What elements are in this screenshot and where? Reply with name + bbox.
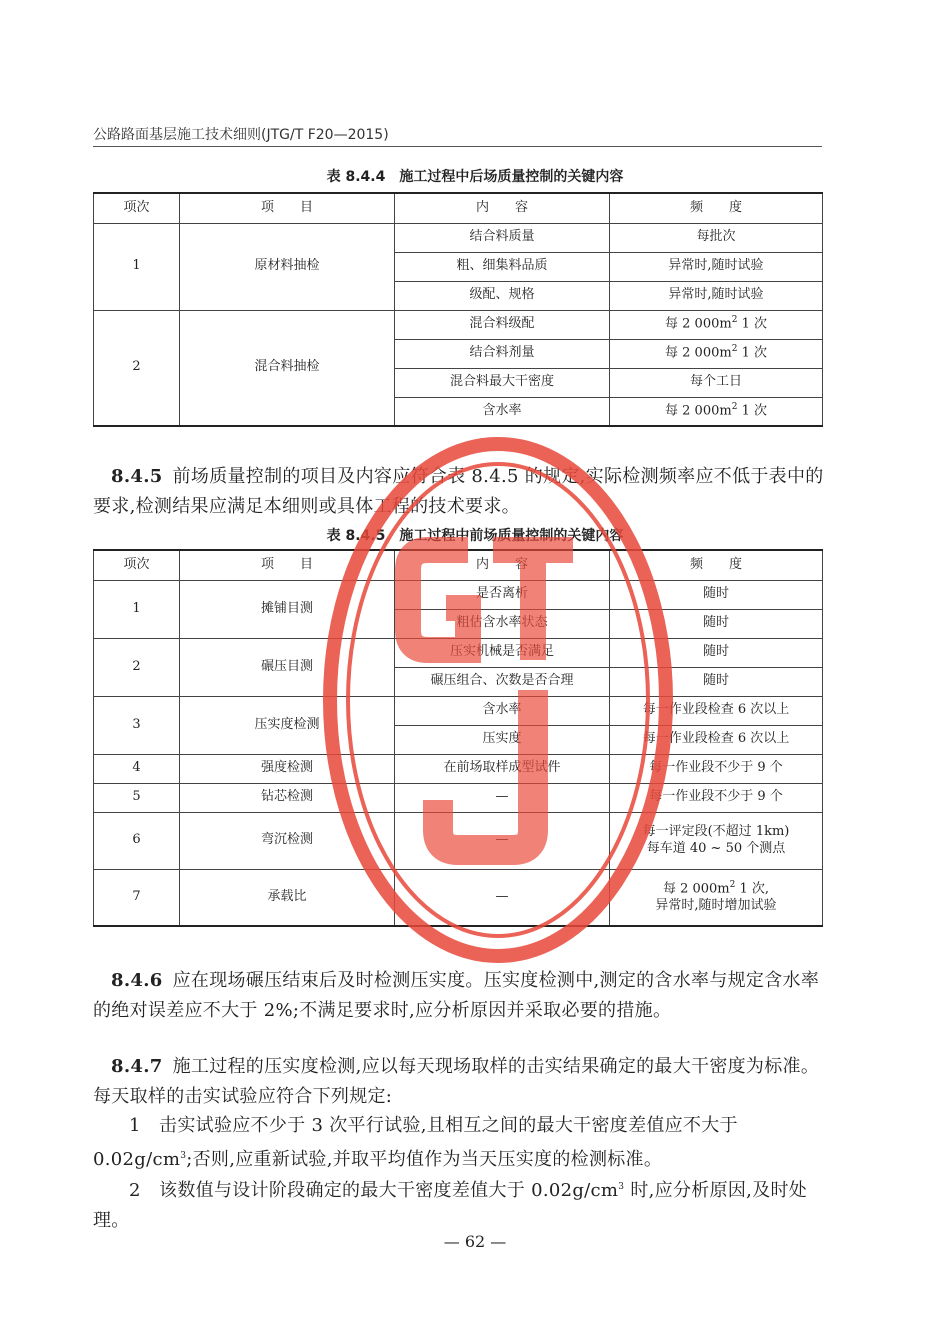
table2-content-cell: —: [395, 812, 610, 869]
table2-content-cell: 粗估含水率状态: [395, 609, 610, 638]
freq-text: 每 2 000m: [665, 345, 732, 361]
table1-freq-cell: 每个工日: [610, 368, 823, 397]
table1-freq-cell: 异常时,随时试验: [610, 252, 823, 281]
freq-text: 1 次: [737, 345, 767, 361]
table1-freq-cell: [610, 339, 823, 368]
table2-header-freq: 频 度: [610, 550, 823, 580]
table2-content-cell: 压实机械是否满足: [395, 638, 610, 667]
table1-freq-cell: 异常时,随时试验: [610, 281, 823, 310]
table2-freq-cell: 随时: [610, 609, 823, 638]
table2-no-cell: 6: [94, 812, 180, 869]
table1-header-no: 项次: [94, 193, 180, 223]
table1-item-cell: 原材料抽检: [180, 223, 395, 310]
table-row: [94, 869, 823, 926]
table2-freq-cell: 随时: [610, 667, 823, 696]
table-row: [94, 310, 823, 339]
section-number: 8.4.5: [111, 466, 163, 487]
freq-text: 1 次,: [735, 881, 770, 897]
table2-item-cell: 钻芯检测: [180, 783, 395, 812]
section-text: 应在现场碾压结束后及时检测压实度。压实度检测中,测定的含水率与规定含水率的绝对误差应不大于 2%;不满足要求时,应分析原因并采取必要的措施。: [93, 970, 820, 1021]
table1-item-cell: 混合料抽检: [180, 310, 395, 426]
section-847-item-2: [93, 1172, 824, 1236]
table2-no-cell: 5: [94, 783, 180, 812]
table1-caption: 表 8.4.4 施工过程中后场质量控制的关键内容: [326, 169, 624, 185]
table2-no-cell: 2: [94, 638, 180, 696]
table2-item-cell: 摊铺目测: [180, 580, 395, 638]
table1-no-cell: 2: [94, 310, 180, 426]
section-847-item-1: [93, 1111, 824, 1175]
table2-freq-cell: 随时: [610, 580, 823, 609]
freq-line: 异常时,随时增加试验: [655, 897, 777, 913]
freq-sup: 2: [731, 402, 738, 413]
freq-text: 每 2 000m: [665, 403, 732, 419]
table2-item-cell: 碾压目测: [180, 638, 395, 696]
table2-header-item: 项 目: [180, 550, 395, 580]
item-text: 2 该数值与设计阶段确定的最大干密度差值大于 0.02g/cm: [129, 1180, 619, 1201]
table-row: [94, 812, 823, 869]
table2-content-cell: 压实度: [395, 725, 610, 754]
table2-no-cell: 7: [94, 869, 180, 926]
item-text: 1 击实试验应不少于 3 次平行试验,且相互之间的最大干密度差值应不大于 0.02g/cm: [93, 1115, 738, 1170]
section-846: [93, 966, 824, 1026]
table1-content-cell: 粗、细集料品质: [395, 252, 610, 281]
section-text: 前场质量控制的项目及内容应符合表 8.4.5 的规定,实际检测频率应不低于表中的要求,检测结果应满足本细则或具体工程的技术要求。: [93, 466, 824, 517]
table1-freq-cell: [610, 397, 823, 426]
table1-content-cell: 混合料最大干密度: [395, 368, 610, 397]
table1-content-cell: 结合料质量: [395, 223, 610, 252]
freq-line: 每车道 40 ~ 50 个测点: [646, 840, 786, 856]
table2-item-cell: 承载比: [180, 869, 395, 926]
table2-no-cell: 4: [94, 754, 180, 783]
table2-freq-cell: 每一作业段检查 6 次以上: [610, 696, 823, 725]
item-text: ;否则,应重新试验,并取平均值作为当天压实度的检测标准。: [186, 1149, 663, 1170]
freq-text: 1 次: [737, 316, 767, 332]
table2-freq-cell: [610, 812, 823, 869]
table1-content-cell: 含水率: [395, 397, 610, 426]
table1-content-cell: 结合料剂量: [395, 339, 610, 368]
freq-line: 每一评定段(不超过 1km): [642, 823, 790, 839]
section-number: 8.4.7: [111, 1056, 163, 1077]
table2-header-content: 内 容: [395, 550, 610, 580]
table2-content-cell: 在前场取样成型试件: [395, 754, 610, 783]
table2-freq-cell: [610, 869, 823, 926]
freq-sup: 2: [729, 879, 736, 890]
table-row: [94, 580, 823, 609]
page-number: — 62 —: [443, 1232, 507, 1251]
table1-freq-cell: [610, 310, 823, 339]
table2-content-cell: 含水率: [395, 696, 610, 725]
table1-content-cell: 混合料级配: [395, 310, 610, 339]
table-row: [94, 754, 823, 783]
running-title: 公路路面基层施工技术细则(JTG/T F20—2015): [93, 127, 389, 143]
table2-item-cell: 强度检测: [180, 754, 395, 783]
freq-sup: 2: [731, 315, 738, 326]
table2-content-cell: 是否离析: [395, 580, 610, 609]
table2: [93, 549, 823, 927]
freq-text: 1 次: [737, 403, 767, 419]
table2-freq-cell: 每一作业段不少于 9 个: [610, 783, 823, 812]
section-number: 8.4.6: [111, 970, 163, 991]
item-sup: 3: [180, 1151, 187, 1161]
table1-content-cell: 级配、规格: [395, 281, 610, 310]
header-rule: [93, 146, 822, 147]
table2-header-no: 项次: [94, 550, 180, 580]
table2-content-cell: —: [395, 783, 610, 812]
table-row: [94, 223, 823, 252]
table-row: [94, 638, 823, 667]
section-845: [93, 462, 824, 522]
table2-content-cell: —: [395, 869, 610, 926]
section-text: 施工过程的压实度检测,应以每天现场取样的击实结果确定的最大干密度为标准。每天取样的击实试验应符合下列规定:: [93, 1056, 820, 1107]
table1-header-content: 内 容: [395, 193, 610, 223]
item-text: 时,应分析原因,及时处理。: [93, 1180, 808, 1231]
freq-text: 每 2 000m: [662, 881, 730, 897]
freq-line: [612, 880, 820, 898]
item-sup: 3: [618, 1182, 625, 1192]
freq-text: 每 2 000m: [665, 316, 732, 332]
table1: [93, 192, 823, 427]
section-847: [93, 1052, 824, 1112]
table2-no-cell: 3: [94, 696, 180, 754]
table2-header-row: [94, 550, 823, 580]
table1-header-freq: 频 度: [610, 193, 823, 223]
table2-item-cell: 压实度检测: [180, 696, 395, 754]
table2-caption: 表 8.4.5 施工过程中前场质量控制的关键内容: [326, 528, 624, 544]
table2-freq-cell: 每一作业段检查 6 次以上: [610, 725, 823, 754]
freq-sup: 2: [731, 344, 738, 355]
table2-freq-cell: 每一作业段不少于 9 个: [610, 754, 823, 783]
table-row: [94, 696, 823, 725]
table2-freq-cell: 随时: [610, 638, 823, 667]
table1-no-cell: 1: [94, 223, 180, 310]
table1-header-row: [94, 193, 823, 223]
table-row: [94, 783, 823, 812]
table1-freq-cell: 每批次: [610, 223, 823, 252]
table1-header-item: 项 目: [180, 193, 395, 223]
table2-item-cell: 弯沉检测: [180, 812, 395, 869]
table2-no-cell: 1: [94, 580, 180, 638]
table2-content-cell: 碾压组合、次数是否合理: [395, 667, 610, 696]
